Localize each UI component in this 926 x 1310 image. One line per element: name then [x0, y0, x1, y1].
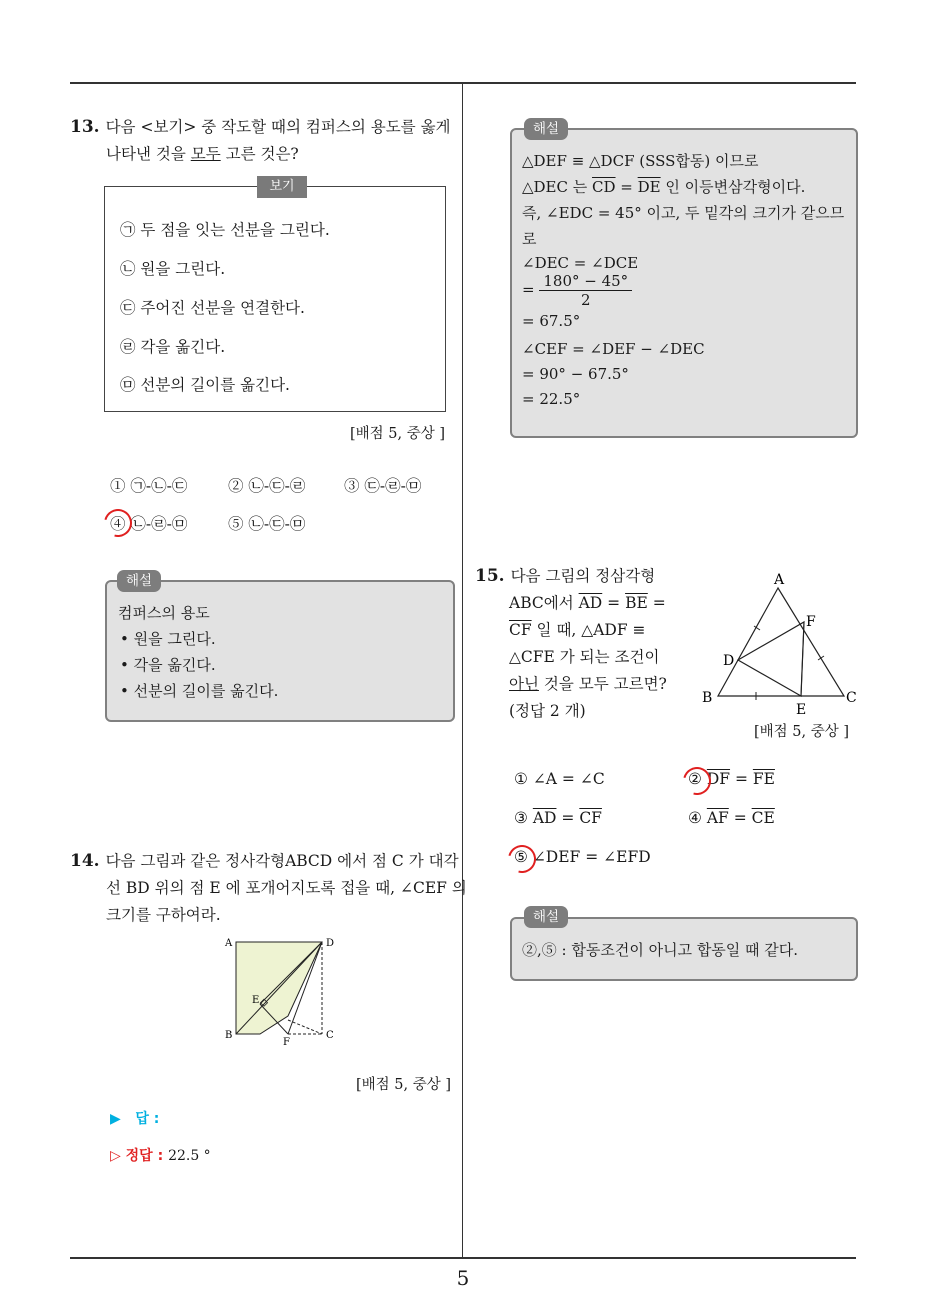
- q15-label-a: A: [774, 572, 785, 588]
- q13-choice-2[interactable]: ② ㉡-㉢-㉣: [228, 477, 306, 495]
- q13-explanation-bullet: • 선분의 길이를 옮긴다.: [120, 682, 279, 700]
- q14-label-b: B: [225, 1030, 233, 1041]
- column-divider: [462, 84, 463, 1258]
- q14-label-c: C: [326, 1030, 334, 1041]
- q14-figure: [222, 934, 342, 1046]
- q13-text: 13. 다음 <보기> 중 작도할 때의 컴퍼스의 용도를 옳게 나타낸 것을 모두 고른 것은?: [70, 117, 451, 163]
- q14-explanation-line: = 22.5°: [522, 390, 581, 408]
- page-number: 5: [456, 1266, 470, 1290]
- q14-label-d: D: [326, 938, 335, 949]
- q15-score: [배점 5, 중상 ]: [754, 724, 850, 740]
- bottom-rule: [70, 1257, 856, 1259]
- q14-correct-row: ▷ 정답 : 22.5 °: [110, 1148, 211, 1164]
- q13-explanation-bullet: • 각을 옮긴다.: [120, 656, 216, 674]
- q14-explanation-line: = 67.5°: [522, 312, 581, 330]
- bogi-item: ㉠ 두 점을 잇는 선분을 그린다.: [120, 221, 330, 239]
- q13-explanation-head: 컴퍼스의 용도: [118, 604, 210, 622]
- q14-explanation-line: = 90° − 67.5°: [522, 365, 629, 383]
- q15-figure: [696, 570, 866, 720]
- q14-explanation-line: △DEF ≡ △DCF (SSS합동) 이므로: [522, 152, 759, 170]
- bogi-item: ㉣ 각을 옮긴다.: [120, 338, 226, 356]
- bogi-title: 보기: [257, 176, 307, 198]
- q14-label-e: E: [252, 995, 260, 1006]
- q13-number: 13.: [70, 117, 100, 137]
- q15-label-b: B: [702, 690, 713, 706]
- top-rule: [70, 82, 856, 84]
- q13-explanation-title: 해설: [117, 570, 161, 592]
- q14-explanation-title: 해설: [524, 118, 568, 140]
- q15-label-c: C: [846, 690, 857, 706]
- q13-score: [배점 5, 중상 ]: [350, 426, 446, 442]
- q13-choice-4[interactable]: ④ ㉡-㉣-㉤: [110, 515, 188, 533]
- q15-number: 15.: [475, 566, 505, 586]
- q14-explanation-line: ∠CEF = ∠DEF − ∠DEC: [522, 340, 705, 358]
- q14-correct-value: 22.5 °: [168, 1148, 211, 1164]
- answer-mark-icon: [678, 762, 716, 800]
- q15-choice-3[interactable]: ③ $\overline{AD} = \overline{CF}$: [514, 809, 602, 827]
- q15-label-e: E: [796, 702, 807, 718]
- q14-label-a: A: [225, 938, 233, 949]
- q13-choice-5[interactable]: ⑤ ㉡-㉢-㉤: [228, 515, 306, 533]
- answer-mark-icon: [503, 840, 541, 878]
- bogi-item: ㉡ 원을 그린다.: [120, 260, 226, 278]
- q15-choice-1[interactable]: ① ∠A = ∠C: [514, 770, 605, 788]
- q14-explanation-line: 로: [522, 230, 537, 248]
- q14-number: 14.: [70, 851, 100, 871]
- q15-choice-5[interactable]: ⑤ ∠DEF = ∠EFD: [514, 848, 651, 866]
- q14-explanation-fraction: = $\frac{180^\circ - 45^\circ}{2}$: [522, 272, 632, 309]
- q14-answer-row[interactable]: ▶ 답 :: [110, 1111, 160, 1127]
- q14-text: 14. 다음 그림과 같은 정사각형ABCD 에서 점 C 가 대각 선 BD 위의 점 E 에 포개어지도록 접을 때, ∠CEF 의 크기를 구하여라.: [70, 851, 467, 924]
- q15-explanation-text: ②,⑤ : 합동조건이 아니고 합동일 때 같다.: [522, 941, 799, 959]
- q13-explanation-bullet: • 원을 그린다.: [120, 630, 216, 648]
- q13-choice-1[interactable]: ① ㉠-㉡-㉢: [110, 477, 188, 495]
- q15-label-f: F: [806, 614, 816, 630]
- q15-label-d: D: [723, 653, 735, 669]
- q14-explanation-line: ∠DEC = ∠DCE: [522, 254, 639, 272]
- answer-mark-icon: [99, 504, 137, 542]
- q14-explanation-line: 즉, ∠EDC = 45° 이고, 두 밑각의 크기가 같으므: [522, 204, 845, 222]
- play-arrow-icon: ▶: [110, 1111, 121, 1127]
- q15-explanation-title: 해설: [524, 906, 568, 928]
- q14-label-f: F: [283, 1037, 290, 1046]
- bogi-item: ㉢ 주어진 선분을 연결한다.: [120, 299, 305, 317]
- outline-arrow-icon: ▷: [110, 1148, 121, 1164]
- q14-explanation-line: △DEC 는 $\overline{CD} = \overline{DE}$ 인 이등변삼각형이다.: [522, 178, 806, 196]
- q15-choice-2[interactable]: ② $\overline{DF} = \overline{FE}$: [688, 770, 775, 788]
- q15-choice-4[interactable]: ④ $\overline{AF} = \overline{CE}$: [688, 809, 775, 827]
- q13-choice-3[interactable]: ③ ㉢-㉣-㉤: [344, 477, 422, 495]
- q14-score: [배점 5, 중상 ]: [356, 1077, 452, 1093]
- bogi-item: ㉤ 선분의 길이를 옮긴다.: [120, 376, 290, 394]
- q15-text: 15. 다음 그림의 정삼각형 ABC에서 $\overline{AD} = \overline{BE}$ = $\overline{CF}$ 일 때, △ADF ≡ △CFE 가 되는 조건이 아닌 것을 모두 고르면? (정답 2 개): [475, 566, 667, 720]
